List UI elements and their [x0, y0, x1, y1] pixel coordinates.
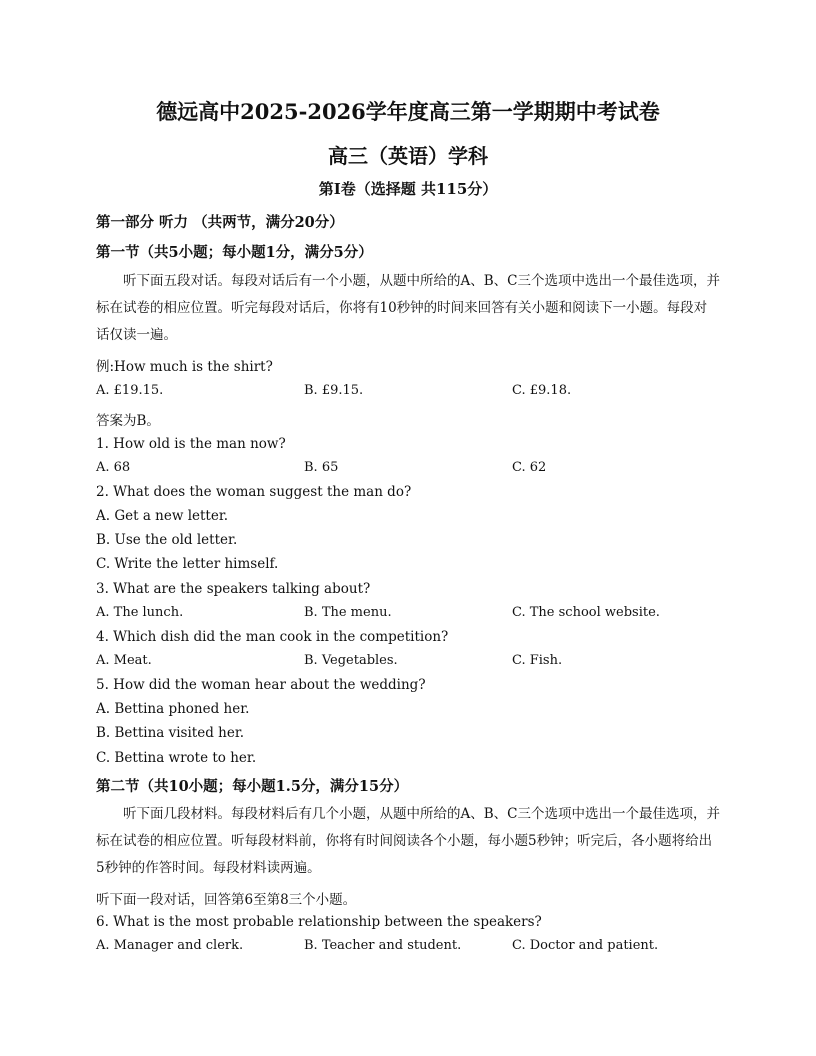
part1-heading: 第一部分 听力 （共两节，满分20分） [96, 214, 344, 231]
exam-subtitle: 高三（英语）学科 [328, 144, 488, 168]
section1-heading: 第一节（共5小题；每小题1分，满分5分） [96, 244, 373, 261]
option-a: A. 68 [96, 460, 131, 475]
section2-intro: 听下面一段对话，回答第6至第8三个小题。 [96, 892, 357, 908]
option-b: B. 65 [304, 460, 339, 475]
question-1: 1. How old is the man now? [96, 436, 286, 452]
exam-title: 德远高中2025-2026学年度高三第一学期期中考试卷 [156, 99, 660, 124]
volume-heading: 第Ⅰ卷（选择题 共115分） [318, 180, 498, 198]
option-c: C. Write the letter himself. [96, 556, 279, 572]
question-4: 4. Which dish did the man cook in the competition? [96, 629, 449, 645]
option-b: B. Teacher and student. [304, 938, 462, 953]
question-3: 3. What are the speakers talking about? [96, 581, 371, 597]
option-a: A. Meat. [96, 653, 152, 668]
option-a: A. Get a new letter. [96, 508, 229, 524]
option-b: B. The menu. [304, 605, 392, 620]
section1-instructions: 听下面五段对话。每段对话后有一个小题，从题中所给的A、B、C三个选项中选出一个最佳选项，并标在试卷的相应位置。听完每段对话后，你将有10秒钟的时间来回答有关小题和阅读下一小题。每段对话仅读一遍。 [96, 273, 720, 343]
option-c: C. 62 [512, 460, 547, 475]
option-b: B. Bettina visited her. [96, 725, 245, 741]
option-c: C. Fish. [512, 653, 563, 668]
option-c: C. The school website. [512, 605, 660, 620]
option-a: A. £19.15. [96, 383, 164, 398]
example-question: 例:How much is the shirt? [96, 359, 273, 375]
question-5: 5. How did the woman hear about the wedding? [96, 677, 426, 693]
question-6: 6. What is the most probable relationship between the speakers? [96, 914, 542, 930]
option-a: A. Manager and clerk. [96, 938, 244, 953]
example-answer: 答案为B。 [96, 413, 160, 429]
option-b: B. Vegetables. [304, 653, 398, 668]
option-b: B. £9.15. [304, 383, 364, 398]
option-c: C. Bettina wrote to her. [96, 750, 257, 766]
section2-heading: 第二节（共10小题；每小题1.5分，满分15分） [96, 778, 409, 795]
question-2: 2. What does the woman suggest the man do? [96, 484, 412, 500]
option-a: A. Bettina phoned her. [96, 701, 250, 717]
option-c: C. Doctor and patient. [512, 938, 659, 953]
option-b: B. Use the old letter. [96, 532, 238, 548]
option-a: A. The lunch. [96, 605, 184, 620]
section2-instructions: 听下面几段材料。每段材料后有几个小题，从题中所给的A、B、C三个选项中选出一个最佳选项，并标在试卷的相应位置。听每段材料前，你将有时间阅读各个小题，每小题5秒钟；听完后，各小题将给出5秒钟的作答时间。每段材料读两遍。 [96, 806, 720, 876]
option-c: C. £9.18. [512, 383, 572, 398]
